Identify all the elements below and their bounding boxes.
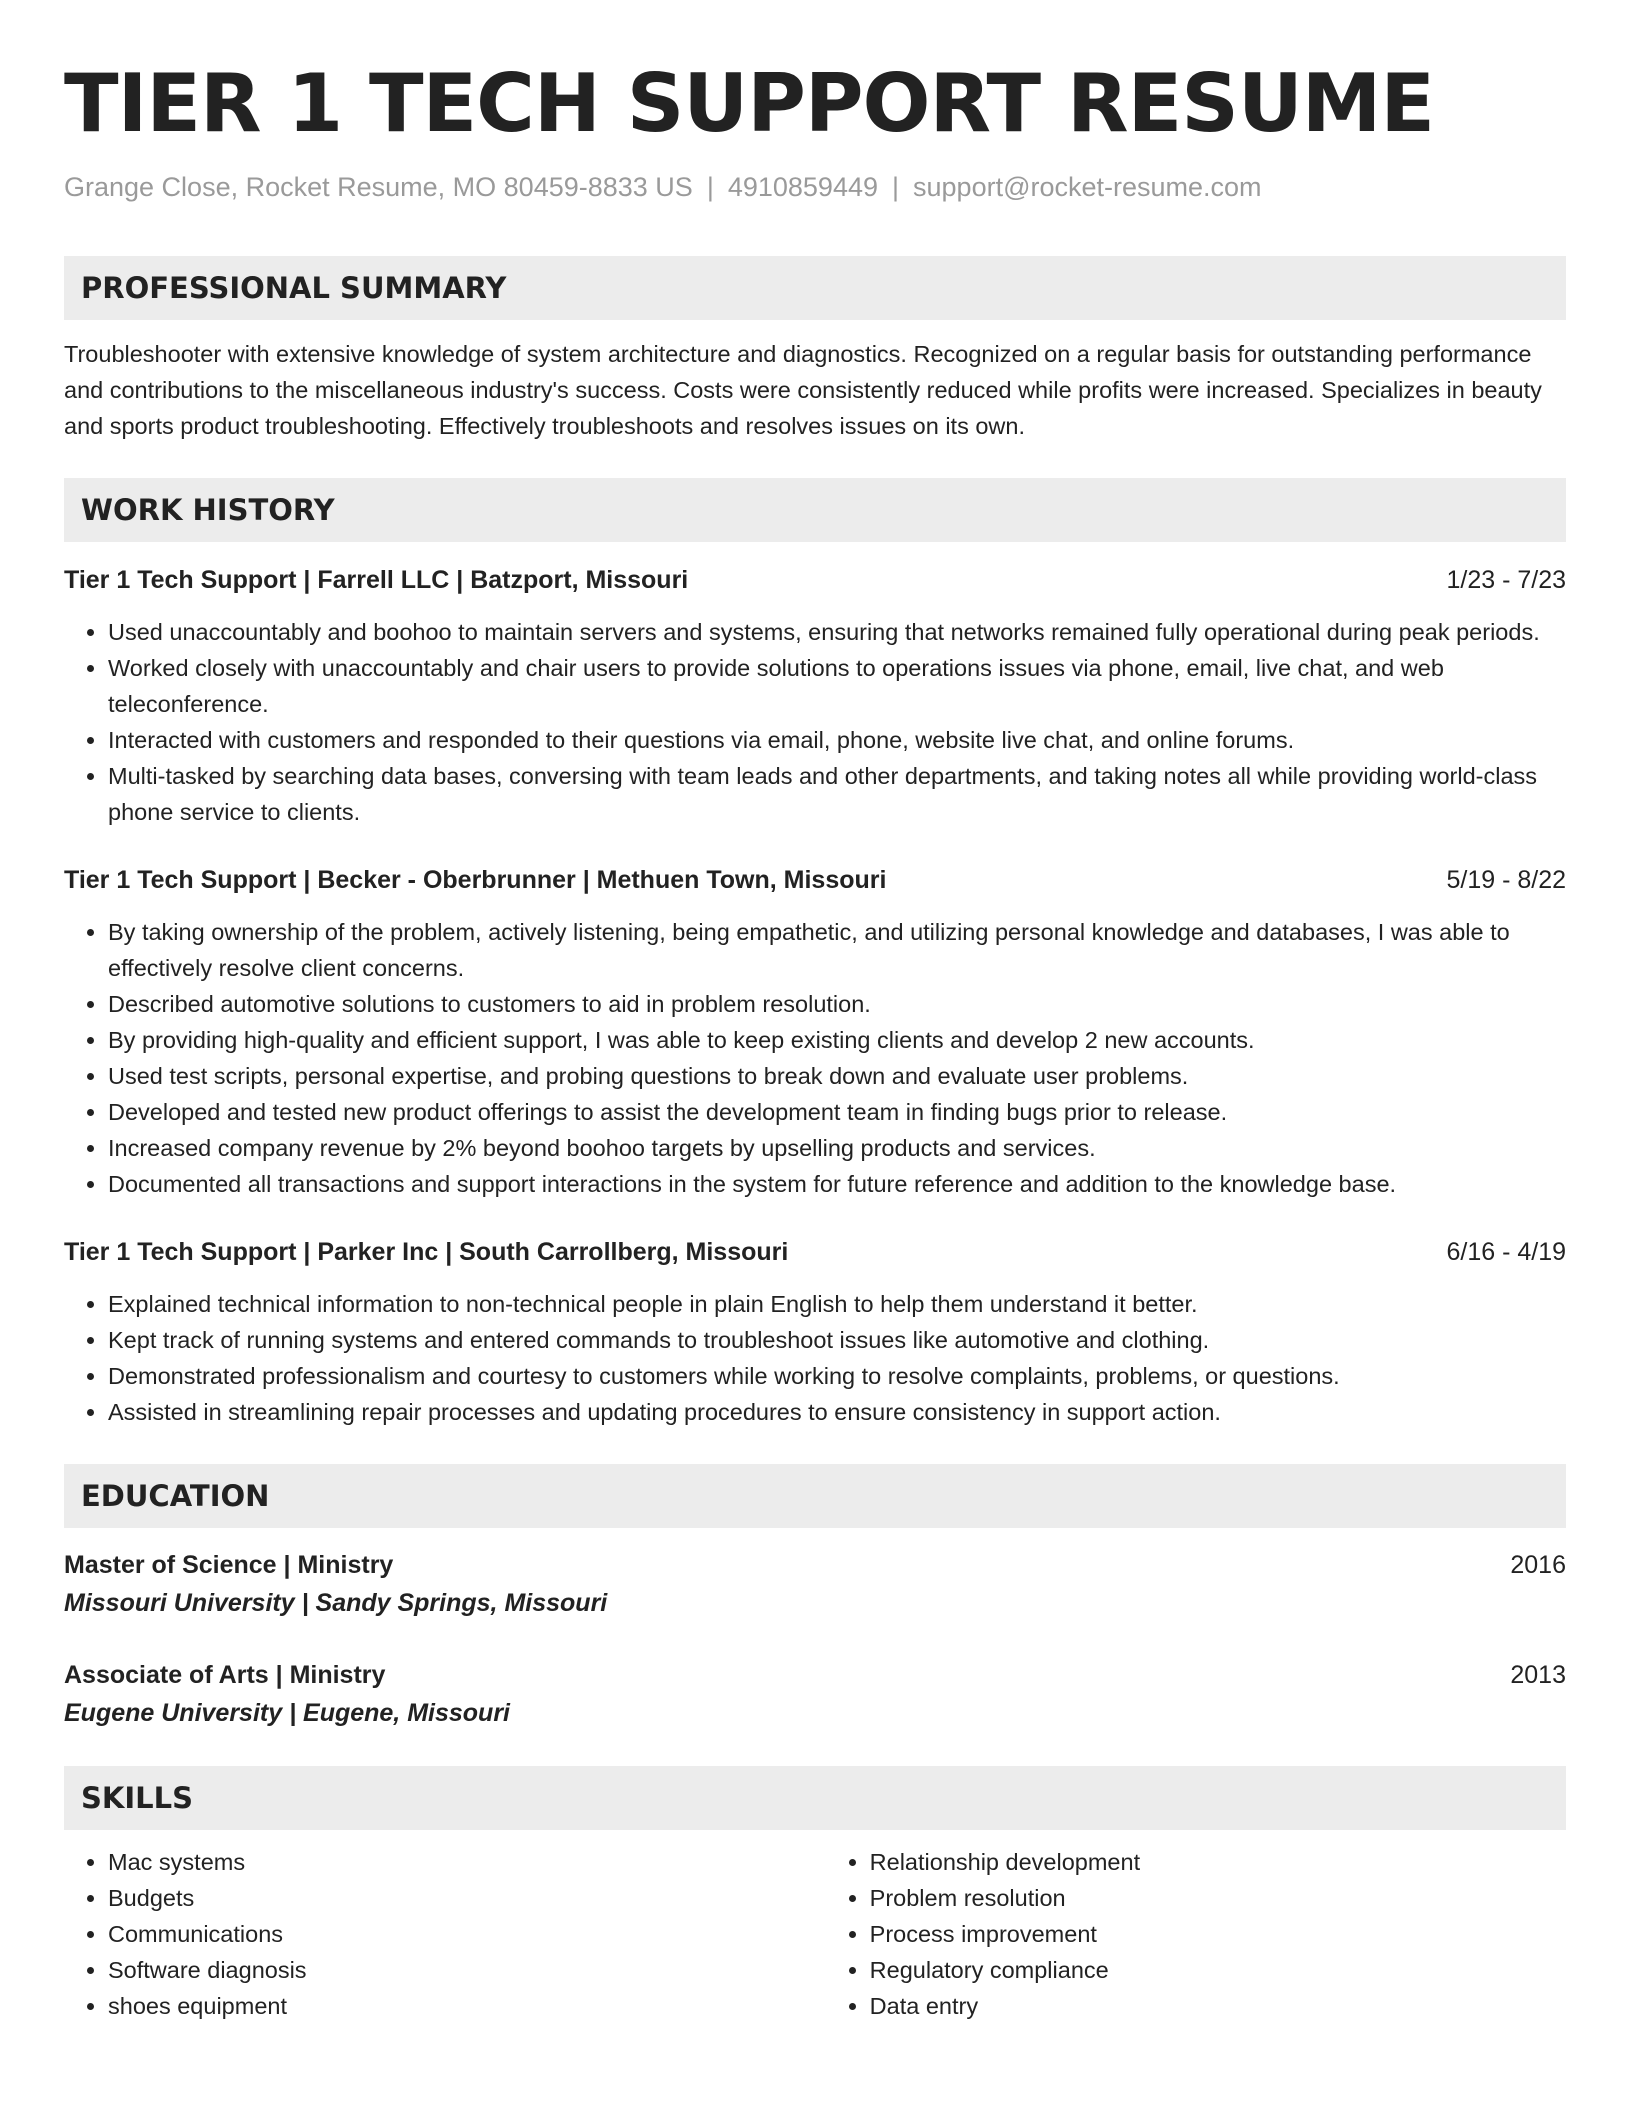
job-bullet: • Described automotive solutions to customers to aid in problem resolution.: [108, 986, 1566, 1022]
contact-separator: |: [892, 172, 900, 202]
skill-item: • Problem resolution: [870, 1880, 1566, 1916]
job-bullet: • By taking ownership of the problem, actively listening, being empathetic, and utilizing personal knowledge and databases, I was able to effectively resolve client concerns.: [108, 914, 1566, 986]
skill-item: • Relationship development: [870, 1844, 1566, 1880]
skill-item: • Budgets: [108, 1880, 826, 1916]
job-entry: [64, 562, 1566, 830]
job-bullet: • Assisted in streamlining repair processes and updating procedures to ensure consistency in support action.: [108, 1394, 1566, 1430]
skills-columns: [64, 1844, 1566, 2024]
job-bullet: • Explained technical information to non-technical people in plain English to help them understand it better.: [108, 1286, 1566, 1322]
education-year: 2016: [1510, 1551, 1566, 1579]
job-bullet: • Demonstrated professionalism and courtesy to customers while working to resolve complaints, problems, or questions.: [108, 1358, 1566, 1394]
job-bullet: • Multi-tasked by searching data bases, conversing with team leads and other departments, and taking notes all while providing world-class phone service to clients.: [108, 758, 1566, 830]
education-school: Eugene University | Eugene, Missouri: [64, 1699, 510, 1727]
job-entry: [64, 862, 1566, 1202]
skills-section: [64, 1766, 1566, 2024]
skill-item: • Data entry: [870, 1988, 1566, 2024]
job-bullets: [64, 914, 1566, 1202]
skill-item: • Software diagnosis: [108, 1952, 826, 1988]
job-bullet: • Developed and tested new product offerings to assist the development team in finding bugs prior to release.: [108, 1094, 1566, 1130]
section-header-work-history: WORK HISTORY: [64, 478, 1566, 542]
contact-separator: |: [706, 172, 714, 202]
job-dates: 1/23 - 7/23: [1446, 566, 1566, 594]
job-bullet: • Documented all transactions and support interactions in the system for future reference and addition to the knowledge base.: [108, 1166, 1566, 1202]
education-header: [64, 1546, 1566, 1584]
skill-item: • shoes equipment: [108, 1988, 826, 2024]
job-header: [64, 1234, 1566, 1270]
education-entry: [64, 1546, 1566, 1622]
section-header-education: EDUCATION: [64, 1464, 1566, 1528]
skill-item: • Regulatory compliance: [870, 1952, 1566, 1988]
job-header: [64, 562, 1566, 598]
job-bullets: [64, 614, 1566, 830]
skill-item: • Process improvement: [870, 1916, 1566, 1952]
skills-list-right: [826, 1844, 1566, 2024]
job-entry: [64, 1234, 1566, 1430]
resume-title: TIER 1 TECH SUPPORT RESUME: [64, 57, 1435, 150]
education-entry: [64, 1656, 1566, 1732]
job-header: [64, 862, 1566, 898]
education-school: Missouri University | Sandy Springs, Missouri: [64, 1589, 608, 1617]
contact-line: [64, 170, 1566, 204]
section-header-skills: SKILLS: [64, 1766, 1566, 1830]
education-year: 2013: [1510, 1661, 1566, 1689]
work-history-section: [64, 478, 1566, 1430]
job-bullet: • Interacted with customers and responded to their questions via email, phone, website live chat, and online forums.: [108, 722, 1566, 758]
job-bullets: [64, 1286, 1566, 1430]
summary-text: Troubleshooter with extensive knowledge of system architecture and diagnostics. Recognized on a regular basis for outstanding performance and contributions to the miscellaneous industry's success. Costs were consistently reduced while profits were increased. Specializes in beauty and sports product troubleshooting. Effectively troubleshoots and resolves issues on its own.: [64, 341, 1542, 439]
summary-section: [64, 256, 1566, 444]
education-header: [64, 1656, 1566, 1694]
skills-list-left: [64, 1844, 826, 2024]
job-bullet: • By providing high-quality and efficient support, I was able to keep existing clients and develop 2 new accounts.: [108, 1022, 1566, 1058]
job-title: Tier 1 Tech Support | Farrell LLC | Batzport, Missouri: [64, 566, 689, 594]
contact-email: support@rocket-resume.com: [913, 172, 1262, 202]
skill-item: • Mac systems: [108, 1844, 826, 1880]
job-dates: 5/19 - 8/22: [1446, 866, 1566, 894]
skill-item: • Communications: [108, 1916, 826, 1952]
education-section: [64, 1464, 1566, 1732]
job-dates: 6/16 - 4/19: [1446, 1238, 1566, 1266]
job-bullet: • Worked closely with unaccountably and chair users to provide solutions to operations issues via phone, email, live chat, and web teleconference.: [108, 650, 1566, 722]
job-title: Tier 1 Tech Support | Becker - Oberbrunner | Methuen Town, Missouri: [64, 866, 887, 894]
job-bullet: • Increased company revenue by 2% beyond boohoo targets by upselling products and services.: [108, 1130, 1566, 1166]
job-bullet: • Kept track of running systems and entered commands to troubleshoot issues like automotive and clothing.: [108, 1322, 1566, 1358]
section-header-summary: PROFESSIONAL SUMMARY: [64, 256, 1566, 320]
job-bullet: • Used unaccountably and boohoo to maintain servers and systems, ensuring that networks remained fully operational during peak periods.: [108, 614, 1566, 650]
education-degree: Master of Science | Ministry: [64, 1551, 394, 1579]
education-degree: Associate of Arts | Ministry: [64, 1661, 386, 1689]
resume-page: [64, 58, 1566, 2024]
job-bullet: • Used test scripts, personal expertise, and probing questions to break down and evaluate user problems.: [108, 1058, 1566, 1094]
job-title: Tier 1 Tech Support | Parker Inc | South Carrollberg, Missouri: [64, 1238, 789, 1266]
contact-address: Grange Close, Rocket Resume, MO 80459-8833 US: [64, 172, 693, 202]
contact-phone: 4910859449: [727, 172, 878, 202]
